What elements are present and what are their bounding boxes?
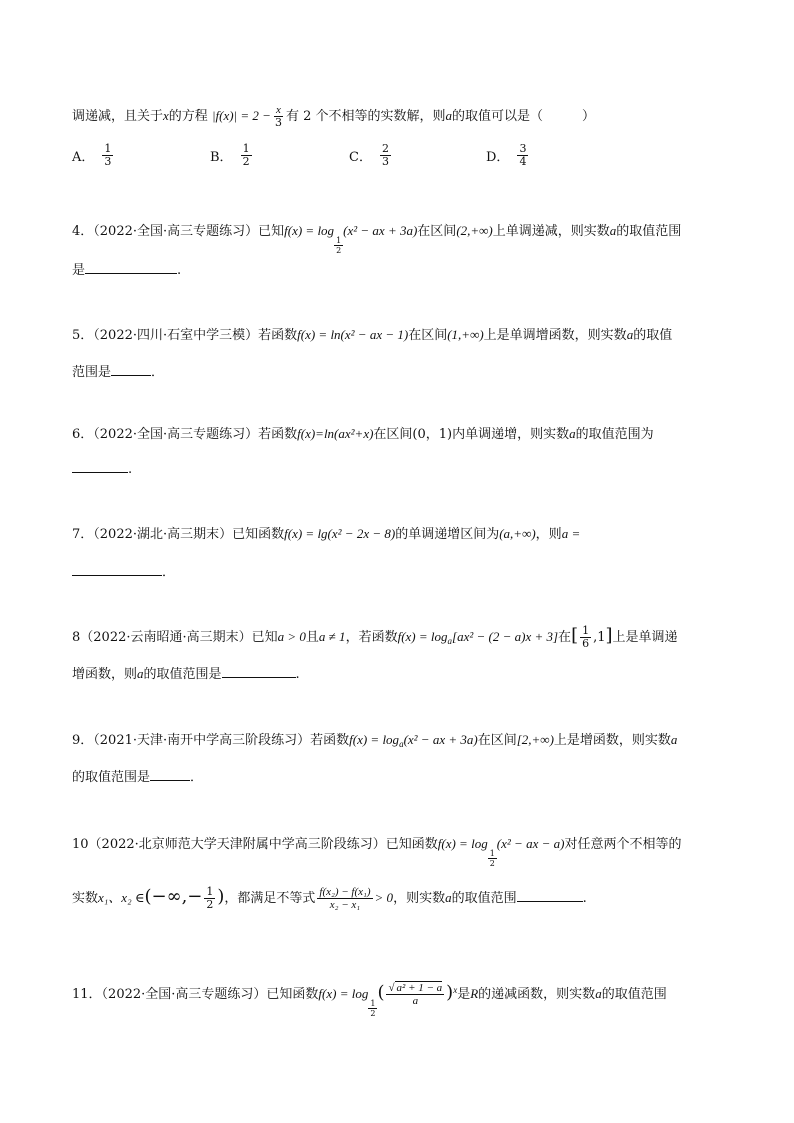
answer-blank[interactable]	[85, 259, 177, 274]
q11-formula: f(x) = log	[318, 986, 369, 1001]
q7-text-b: ，则	[535, 527, 562, 542]
q10-log-base	[488, 849, 497, 868]
q4-line2-text: 是	[72, 263, 86, 278]
q9-arg: (x² − ax + 3a)	[403, 732, 478, 747]
q9-line-1	[72, 730, 677, 754]
q3-text-c: 有 2 个不相等的实数解，则	[285, 109, 446, 124]
q11-sqrt-content: a² + 1 − a	[396, 982, 443, 994]
q8-end: .	[295, 667, 300, 682]
q4-line-1	[72, 221, 681, 255]
option-fraction	[102, 143, 113, 168]
q8-int-right: ,1	[593, 630, 606, 645]
q4-end: .	[177, 263, 182, 278]
q7-formula: f(x) = lg(x² − 2x − 8)	[284, 526, 396, 541]
option-fraction	[517, 143, 528, 168]
option-label: B．	[210, 150, 233, 165]
q10-ineq-den: x₂ − x₁	[329, 899, 361, 911]
answer-blank[interactable]	[150, 766, 190, 781]
frac-den: 4	[519, 155, 527, 168]
q10-var-a: a	[445, 890, 452, 905]
q9-line2-text: 的取值范围是	[72, 770, 151, 785]
q10-base-den: 2	[489, 859, 495, 868]
option-label: A．	[72, 150, 95, 165]
q10-line2-c: ，则实数	[393, 891, 446, 906]
q7-text-a: 的单调递增区间为	[395, 527, 500, 542]
q6-text-a: 在区间(0，1)内单调递增，则实数	[373, 427, 570, 442]
q6-text-b: 的取值范围为	[575, 427, 654, 442]
q7-line-2	[72, 561, 175, 583]
q9-interval: [2,+∞)	[516, 732, 554, 747]
q8-text-a: 且	[305, 630, 319, 645]
q5-line-1	[72, 325, 672, 346]
q10-end: .	[582, 891, 587, 906]
q9-prefix: 9．（2021·天津·南开中学高三阶段练习）若函数	[72, 733, 350, 748]
q8-log-base: a	[447, 636, 453, 646]
q9-text-b: 上是增函数，则实数	[553, 733, 671, 748]
q8-arg: [ax² − (2 − a)x + 3]	[452, 629, 559, 644]
option-fraction	[241, 143, 252, 168]
q11-paren-left: (	[377, 982, 385, 1003]
q11-text-c: 的取值范围	[601, 987, 667, 1002]
option-label: C．	[349, 150, 372, 165]
q11-arg-fraction	[386, 982, 444, 1007]
q4-log-base	[334, 236, 343, 255]
q10-line2-a: 实数	[72, 891, 99, 906]
q3-option-b	[210, 143, 254, 168]
q10-ineq-fraction	[317, 886, 372, 911]
answer-blank[interactable]	[111, 361, 151, 376]
q11-base-num: 1	[370, 999, 376, 1008]
q9-text-a: 在区间	[477, 733, 517, 748]
q6-formula: f(x)=ln(ax²+x)	[297, 426, 374, 441]
q10-ineq-tail: > 0	[374, 890, 394, 905]
q9-var-a: a	[670, 732, 678, 747]
q10-formula: f(x) = log	[437, 836, 488, 851]
q5-var-a: a	[626, 327, 634, 342]
q5-text-a: 在区间	[408, 328, 448, 343]
q11-var-r: R	[470, 986, 479, 1001]
answer-blank[interactable]	[72, 458, 128, 473]
answer-blank[interactable]	[72, 561, 162, 576]
q10-int-num: 1	[206, 885, 214, 898]
q4-base-den: 2	[336, 246, 342, 255]
option-label: D．	[486, 150, 510, 165]
q11-paren-right: )	[446, 982, 454, 1003]
q4-formula: f(x) = log	[284, 223, 335, 238]
q4-text-b: 上单调递减，则实数	[492, 224, 610, 239]
q6-end: .	[128, 462, 133, 477]
q8-line2-a: 增函数，则	[72, 667, 138, 682]
q3-option-a	[72, 143, 115, 168]
frac-den: 3	[104, 155, 112, 168]
frac-num: 3	[519, 142, 527, 155]
frac-num: 1	[104, 142, 112, 155]
q8-text-b: ，若函数	[345, 630, 398, 645]
q11-var-a: a	[595, 986, 602, 1001]
q3-text-b: 的方程	[168, 109, 208, 124]
q8-prefix: 8（2022·云南昭通·高三期末）已知	[72, 630, 278, 645]
q10-arg: (x² − ax − a)	[496, 836, 565, 851]
q10-int-den: 2	[206, 898, 214, 911]
q8-line2-b: 的取值范围是	[143, 667, 222, 682]
q10-int-right: )	[217, 886, 225, 907]
q10-line-2	[72, 886, 587, 911]
q10-line2-b: ，都满足不等式	[224, 891, 316, 906]
q8-text-d: 上是单调递	[612, 630, 678, 645]
q4-text-a: 在区间	[417, 224, 457, 239]
q3-frac-den: 3	[274, 116, 282, 129]
q10-line2-d: 的取值范围	[451, 891, 517, 906]
q6-line-1	[72, 424, 654, 445]
q3-text-d: 的取值可以是（ ）	[451, 109, 595, 124]
q11-arg-den: a	[412, 995, 419, 1007]
q3-var-x: x	[163, 108, 169, 123]
q8-int-num: 1	[582, 624, 590, 637]
q8-int-fraction	[580, 625, 591, 650]
q7-line-1	[72, 524, 580, 545]
q6-var-a: a	[569, 426, 576, 441]
q4-prefix: 4．（2022·全国·高三专题练习）已知	[72, 224, 285, 239]
q5-end: ．	[151, 365, 165, 380]
q11-prefix: 11．（2022·全国·高三专题练习）已知函数	[72, 987, 319, 1002]
q10-text-a: 对任意两个不相等的	[564, 837, 682, 852]
q3-option-c	[349, 143, 393, 168]
option-fraction	[380, 143, 391, 168]
q3-text-a: 调递减，且关于	[72, 109, 164, 124]
answer-blank[interactable]	[222, 663, 296, 678]
q5-text-c: 的取值	[633, 328, 673, 343]
q5-text-b: 上是单调增函数，则实数	[483, 328, 627, 343]
q10-int-fraction	[204, 886, 215, 911]
q10-line-1	[72, 834, 681, 868]
q8-formula: f(x) = log	[397, 629, 448, 644]
q4-base-num: 1	[336, 236, 342, 245]
q7-end: ．	[162, 565, 176, 580]
q4-line-2	[72, 259, 181, 281]
q8-cond: a > 0	[277, 629, 306, 644]
frac-den: 2	[242, 155, 250, 168]
q7-interval: (a,+∞)	[499, 526, 536, 541]
q7-var-eq: a =	[561, 526, 581, 541]
q5-prefix: 5．（2022·四川·石室中学三模）若函数	[72, 328, 298, 343]
q11-arg-num: √ a² + 1 − a	[388, 982, 443, 994]
frac-num: 2	[381, 142, 389, 155]
q3-var-a: a	[445, 108, 452, 123]
q5-line-2	[72, 361, 164, 383]
q5-formula: f(x) = ln(x² − ax − 1)	[297, 327, 409, 342]
q4-interval: (2,+∞)	[456, 223, 493, 238]
q4-text-c: 的取值范围	[616, 224, 682, 239]
q11-base-den: 2	[370, 1009, 376, 1018]
q11-line-1	[72, 980, 667, 1018]
q9-log-base: a	[399, 739, 404, 749]
q6-line-2	[72, 458, 132, 480]
q5-interval: (1,+∞)	[447, 327, 484, 342]
q9-line-2	[72, 766, 203, 788]
q10-int-left: (−∞,−	[144, 886, 203, 907]
q11-text-b: 的递减函数，则实数	[478, 987, 596, 1002]
q3-equation-fraction	[273, 104, 284, 129]
frac-den: 3	[381, 155, 389, 168]
q4-var-a: a	[609, 223, 617, 238]
q3-frac-num: x	[275, 104, 281, 116]
q9-formula: f(x) = log	[349, 732, 400, 747]
q6-prefix: 6．（2022·全国·高三专题练习）若函数	[72, 427, 298, 442]
q3-line	[72, 104, 595, 129]
answer-blank[interactable]	[517, 887, 583, 902]
q10-base-num: 1	[489, 849, 495, 858]
q11-exponent: x	[453, 985, 458, 995]
q11-text-a: 是	[457, 987, 471, 1002]
q10-ineq-num: f(x₂) − f(x₁)	[319, 886, 371, 898]
q8-bracket-left: [	[571, 625, 579, 646]
q8-text-c: 在	[558, 630, 572, 645]
q10-prefix: 10（2022·北京师范大学天津附属中学高三阶段练习）已知函数	[72, 837, 438, 852]
frac-num: 1	[242, 142, 250, 155]
q3-equation-left: |f(x)| = 2 −	[211, 108, 271, 123]
q3-option-d	[486, 143, 530, 168]
q8-line-1	[72, 625, 678, 651]
q5-line2-text: 范围是	[72, 365, 112, 380]
q8-line-2	[72, 663, 300, 685]
q8-int-den: 6	[582, 637, 590, 650]
q4-arg: (x² − ax + 3a)	[343, 223, 418, 238]
q9-end: ．	[190, 770, 204, 785]
q8-var-a: a	[137, 666, 144, 681]
q8-cond2: a ≠ 1	[318, 629, 346, 644]
q7-prefix: 7．（2022·湖北·高三期末）已知函数	[72, 527, 285, 542]
q10-vars: x₁、x₂ ∈	[98, 890, 145, 905]
q8-bracket-right: ]	[605, 625, 613, 646]
